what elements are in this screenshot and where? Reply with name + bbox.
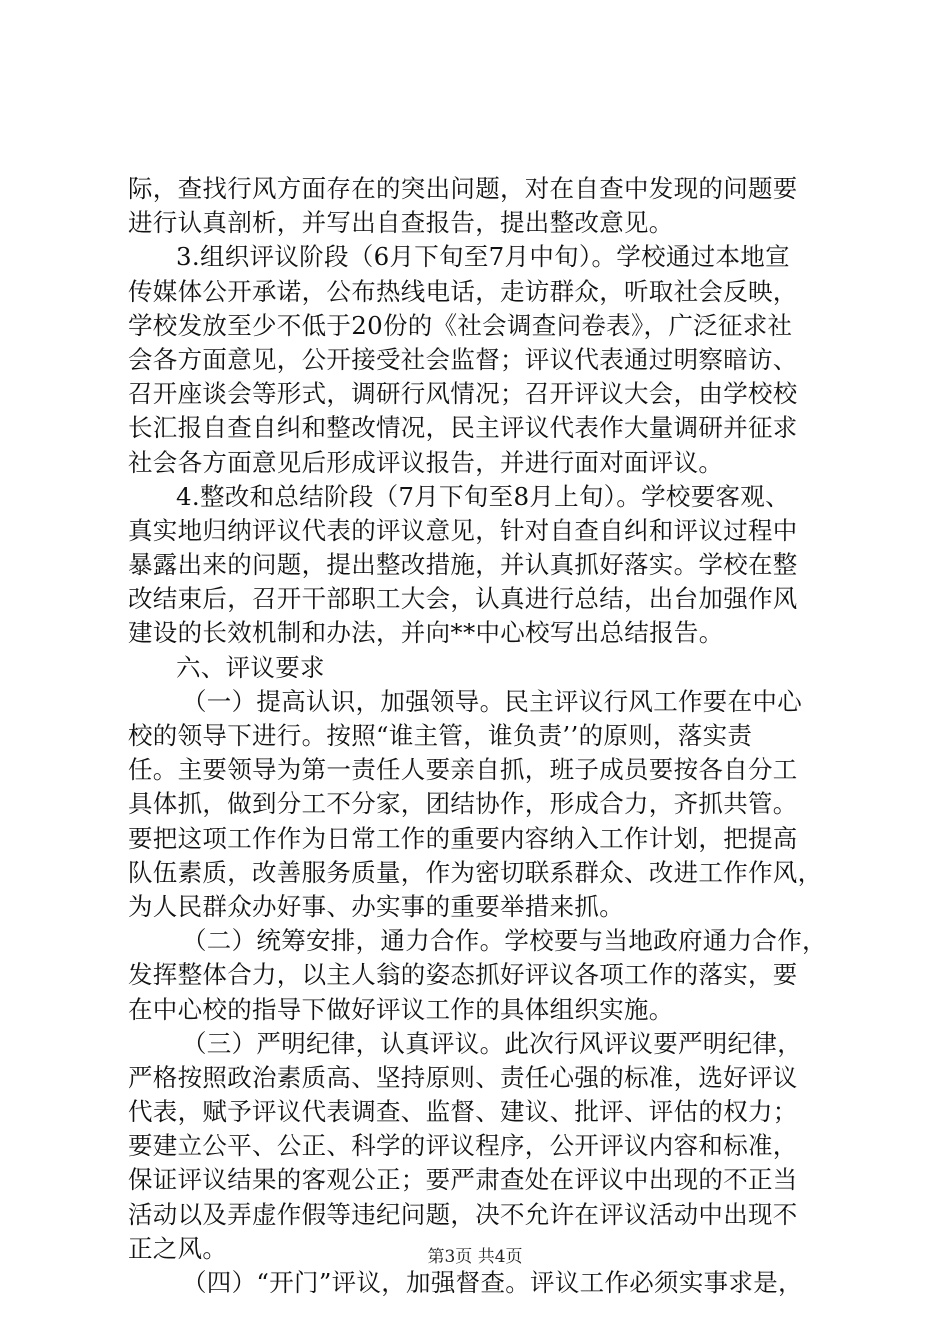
text-line: 发挥整体合力，以主人翁的姿态抓好评议各项工作的落实，要: [128, 960, 798, 990]
text-line: 严格按照政治素质高、坚持原则、责任心强的标准，选好评议: [128, 1062, 798, 1092]
text-line: （二）统筹安排，通力合作。学校要与当地政府通力合作，: [182, 926, 827, 956]
text-line: 任。主要领导为第一责任人要亲自抓，班子成员要按各自分工: [128, 755, 798, 785]
text-line: 社会各方面意见后形成评议报告，并进行面对面评议。: [128, 447, 724, 477]
text-line: 正之风。: [128, 1233, 228, 1263]
text-line: 代表，赋予评议代表调查、监督、建议、批评、评估的权力；: [128, 1097, 798, 1127]
text-line: 4.整改和总结阶段（7月下旬至8月上旬）。学校要客观、: [176, 481, 790, 511]
text-line: 传媒体公开承诺，公布热线电话，走访群众，听取社会反映，: [128, 276, 798, 306]
text-line: 在中心校的指导下做好评议工作的具体组织实施。: [128, 994, 674, 1024]
text-line: 建设的长效机制和办法，并向**中心校写出总结报告。: [128, 618, 724, 648]
text-line: （三）严明纪律，认真评议。此次行风评议要严明纪律，: [182, 1028, 802, 1058]
text-line: 暴露出来的问题，提出整改措施，并认真抓好落实。学校在整: [128, 550, 798, 580]
section-heading: 六、评议要求: [176, 652, 325, 682]
text-line: （一）提高认识，加强领导。民主评议行风工作要在中心: [182, 686, 802, 716]
text-line: 长汇报自查自纠和整改情况，民主评议代表作大量调研并征求: [128, 413, 798, 443]
text-line: 要建立公平、公正、科学的评议程序，公开评议内容和标准，: [128, 1131, 798, 1161]
text-line: 活动以及弄虚作假等违纪问题，决不允许在评议活动中出现不: [128, 1199, 798, 1229]
text-line: 会各方面意见，公开接受社会监督；评议代表通过明察暗访、: [128, 344, 798, 374]
text-line: 具体抓，做到分工不分家，团结协作，形成合力，齐抓共管。: [128, 789, 798, 819]
text-line: 队伍素质，改善服务质量，作为密切联系群众、改进工作作风，: [128, 857, 823, 887]
text-line: （四）“开门”评议，加强督查。评议工作必须实事求是，: [182, 1268, 803, 1297]
document-body: [128, 172, 850, 1300]
text-line: 学校发放至少不低于20份的《社会调查问卷表》，广泛征求社: [128, 310, 793, 340]
text-line: 3.组织评议阶段（6月下旬至7月中旬）。学校通过本地宣: [176, 242, 790, 272]
text-line: 为人民群众办好事、办实事的重要举措来抓。: [128, 891, 624, 921]
text-line: 真实地归纳评议代表的评议意见，针对自查自纠和评议过程中: [128, 515, 798, 545]
text-line: 召开座谈会等形式，调研行风情况；召开评议大会，由学校校: [128, 379, 798, 409]
text-line: 要把这项工作作为日常工作的重要内容纳入工作计划，把提高: [128, 823, 798, 853]
text-line: 进行认真剖析，并写出自查报告，提出整改意见。: [128, 208, 674, 238]
text-line: 改结束后，召开干部职工大会，认真进行总结，出台加强作风: [128, 584, 798, 614]
page-number-footer: 第3页 共4页: [427, 1247, 523, 1267]
text-line: 校的领导下进行。按照“谁主管，谁负责’’的原则，落实责: [128, 721, 753, 750]
text-line: 保证评议结果的客观公正；要严肃查处在评议中出现的不正当: [128, 1165, 798, 1195]
text-line: 际，查找行风方面存在的突出问题，对在自查中发现的问题要: [128, 174, 798, 203]
